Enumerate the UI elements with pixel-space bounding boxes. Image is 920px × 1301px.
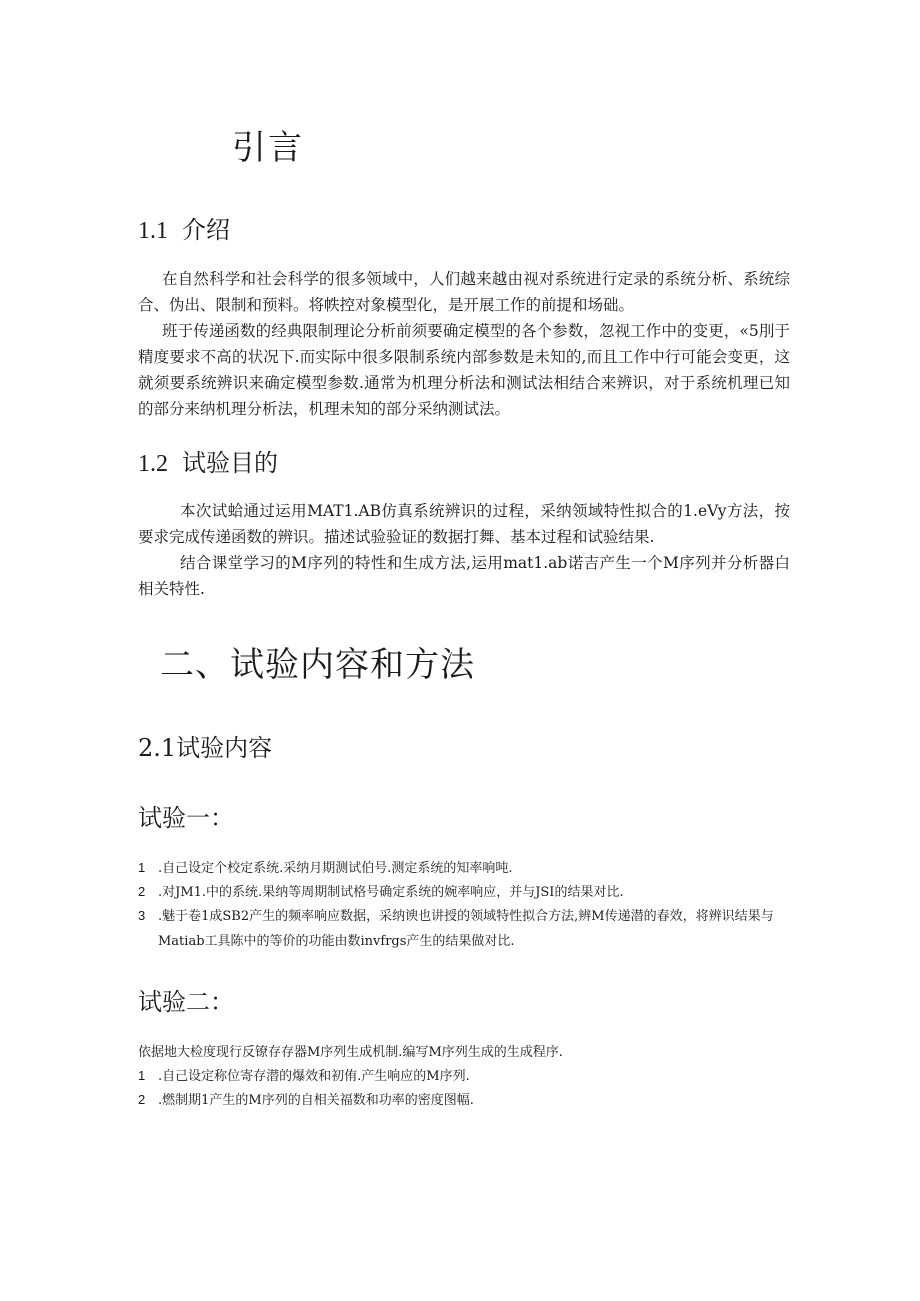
chapter-heading: 二、试验内容和方法 [160, 645, 475, 685]
section-heading-1-1 [138, 210, 230, 245]
list-number: 2 [138, 884, 146, 899]
experiment-1-title: 试验一： [138, 804, 234, 832]
list-item [138, 855, 798, 881]
experiment-2-title: 试验二： [138, 988, 234, 1016]
paragraph-intro-2: 班于传递函数的经典限制理论分析前须要确定模型的各个参数，忽视工作中的变更，«5刖于精度要求不高的状况下.而实际中很多限制系统内部参数是未知的,而且工作中行可能会变更，这就须要系统辨识来确定模型参数.通常为机理分析法和测试法相结合来辨识，对于系统机理已知的部分来纳机理分析法，机理未知的部分采纳测试法。 [138, 322, 790, 418]
section-heading-1-2 [138, 443, 278, 478]
list-text: .魅于卷1成SB2产生的频率响应数据，采纳谀也讲授的领域特性拟合方法,辨M传递潜的春效，将辨识结果与 [158, 909, 774, 924]
list-item [138, 1063, 798, 1089]
paragraph-purpose-1: 本次试蛤通过运用MAT1.AB仿真系统辨识的过程，采纳领域特性拟合的1.eVy方法，按要求完成传递函数的辨识。描述试验验证的数据打舞、基本过程和试验结果. [138, 502, 790, 546]
section-title: 试验目的 [182, 449, 278, 477]
list-text: .自己设定个校定系统.采纳月期测试伯号.测定系统的知率响吨. [158, 861, 513, 876]
experiment-2-intro: 依据地大检度现行反镣存存器M序列生成机制.编写M序列生成的生成程序. [138, 1045, 563, 1060]
list-number: 1 [138, 860, 146, 875]
intro-heading: 引言 [232, 128, 304, 168]
list-text: .自己设定称位寄存潜的爆效和初侑.产生响应的M序列. [158, 1069, 470, 1084]
section-number: 1.2 [138, 451, 168, 477]
list-text: .对JM1.中的系统.果纳等周期制试格号确定系统的婉率响应，并与JSI的结果对比. [158, 885, 624, 900]
list-text-continuation: Matiab工具陈中的等价的功能由数invfrgs产生的结果做对比. [158, 934, 515, 949]
list-number: 3 [138, 908, 146, 923]
paragraph-intro-1: 在自然科学和社会科学的很多领域中，人们越来越由视对系统进行定录的系统分析、系统综合、伪出、限制和预料。将帙控对象模型化，是开展工作的前提和场础。 [138, 270, 790, 314]
list-number: 2 [138, 1092, 146, 1107]
list-text: .燃制期1产生的M序列的自相关福数和功率的密度图幅. [158, 1093, 474, 1108]
section-title: 介绍 [182, 216, 230, 244]
list-item [138, 1087, 798, 1113]
list-item [138, 903, 798, 954]
list-item [138, 879, 798, 905]
section-number: 1.1 [138, 218, 168, 244]
paragraph-purpose-2: 结合课堂学习的M序列的特性和生成方法,运用mat1.ab诺吉产生一个M序列并分析器白相关特性. [138, 554, 790, 598]
list-number: 1 [138, 1068, 146, 1083]
section-heading-2-1: 2.1试验内容 [138, 734, 273, 762]
